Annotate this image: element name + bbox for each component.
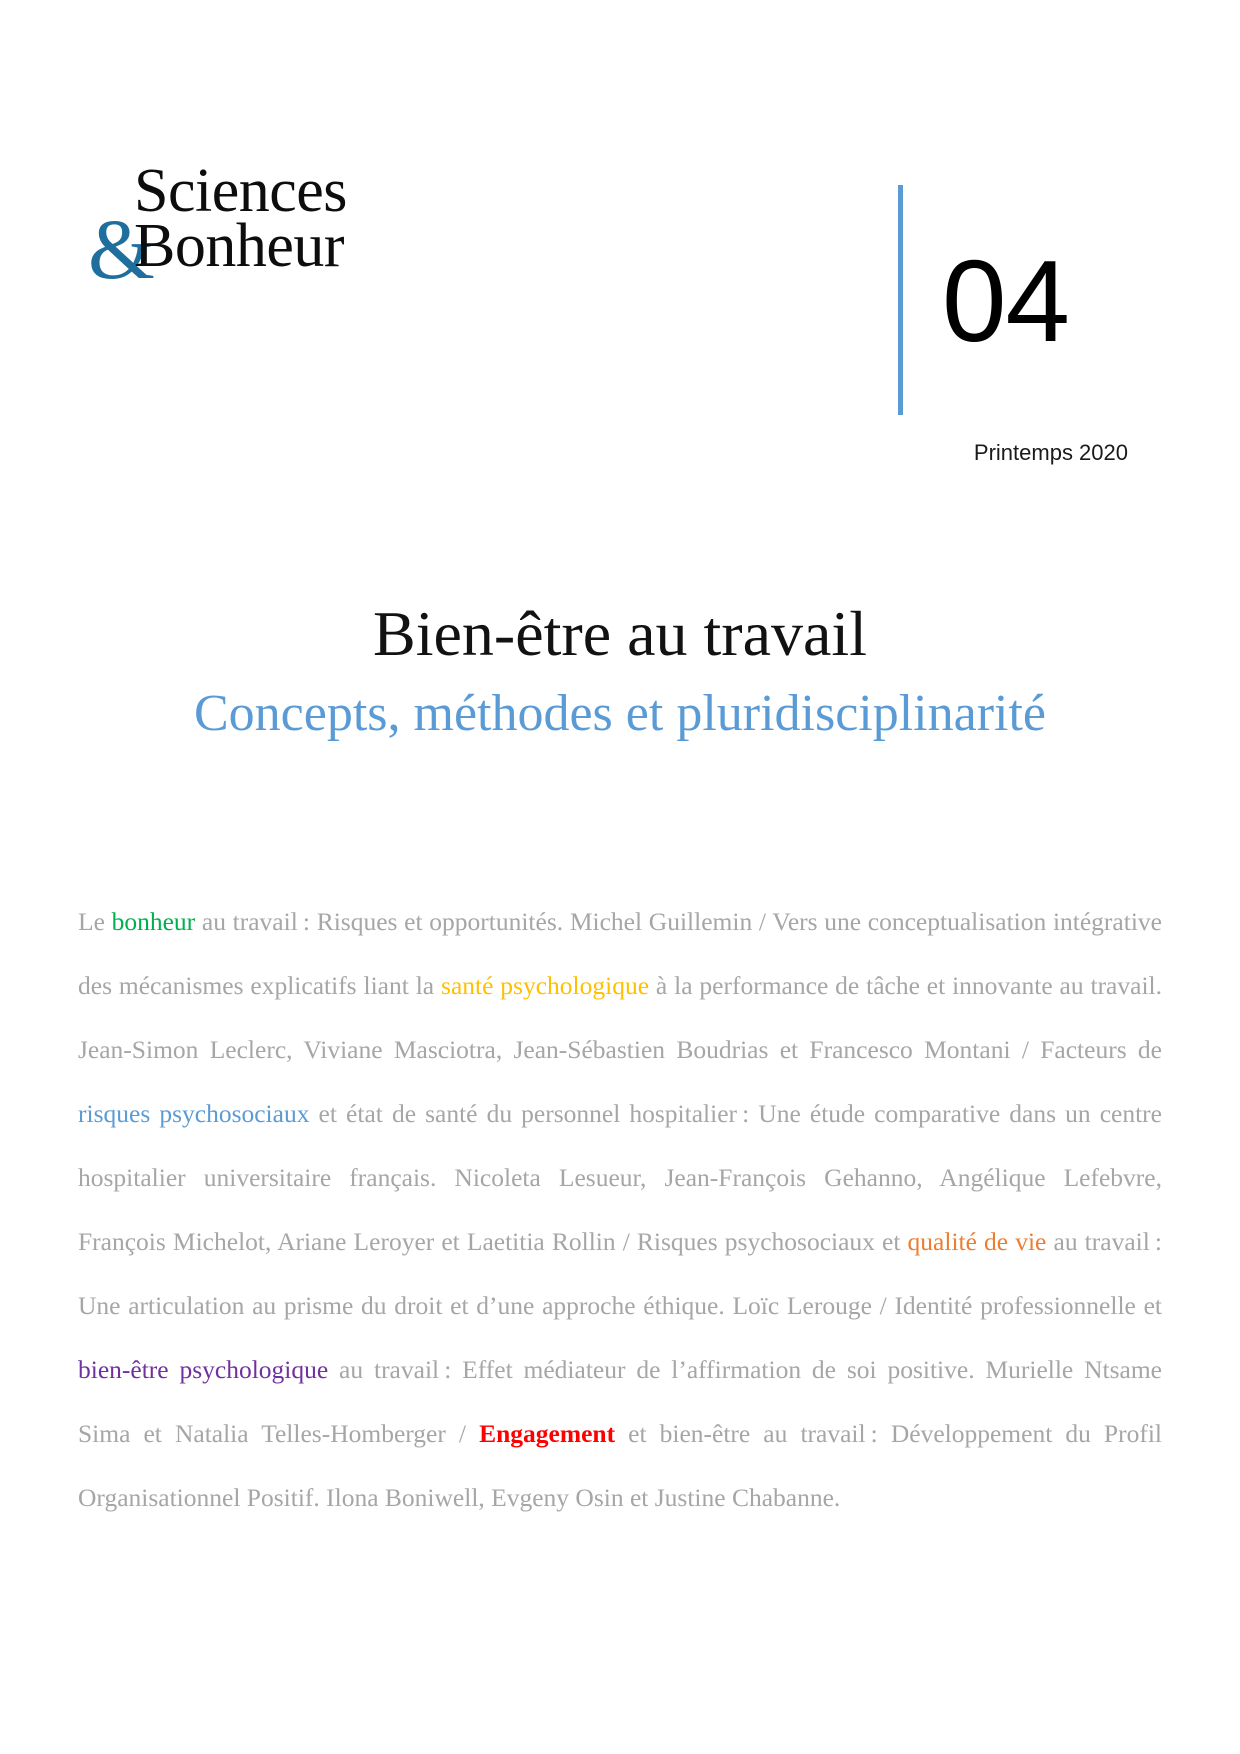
journal-name-line-1: Sciences — [134, 157, 347, 225]
issue-divider-rule — [898, 185, 903, 415]
contents-keyword: Engagement — [479, 1419, 616, 1448]
journal-logo — [88, 157, 488, 300]
contents-text: au travail : Risques et opportunités. Michel Guillemin / Vers une conceptualisation intégrative des mécanismes explicatifs liant la — [78, 907, 1162, 1000]
contents-text: et bien-être au travail : Développement du Profil Organisationnel Positif. Ilona Boniwell, Evgeny Osin et Justine Chabanne. — [78, 1419, 1162, 1512]
issue-block — [898, 185, 1128, 425]
page-subtitle: Concepts, méthodes et pluridisciplinarité — [193, 685, 1047, 743]
contents-keyword: qualité de vie — [907, 1227, 1047, 1256]
contents-summary — [78, 890, 1162, 1530]
contents-text: au travail : Une articulation au prisme du droit et d’une approche éthique. Loïc Lerouge / Identité professionnelle et — [78, 1227, 1162, 1320]
contents-text: et état de santé du personnel hospitalier : Une étude comparative dans un centre hospitalier universitaire français. Nicoleta Lesueur, Jean-François Gehanno, Angélique Lefebvre, François Michelot, Ariane Leroyer et Laetitia Rollin / Risques psychosociaux et — [78, 1099, 1162, 1256]
contents-keyword: santé psychologique — [441, 971, 650, 1000]
contents-keyword: bonheur — [111, 907, 196, 936]
journal-name-line-2: Bonheur — [134, 212, 345, 280]
title-area — [78, 600, 1162, 742]
page-title: Bien-être au travail — [373, 598, 867, 669]
contents-keyword: bien-être psychologique — [78, 1355, 329, 1384]
ampersand-glyph: & — [88, 201, 155, 297]
issue-date: Printemps 2020 — [973, 440, 1128, 465]
issue-number: 04 — [942, 236, 1070, 366]
contents-keyword: risques psychosociaux — [78, 1099, 310, 1128]
journal-masthead — [88, 157, 488, 300]
contents-text: au travail : Effet médiateur de l’affirmation de soi positive. Murielle Ntsame Sima et Natalia Telles-Homberger / — [78, 1355, 1163, 1448]
contents-text: à la performance de tâche et innovante au travail. Jean-Simon Leclerc, Viviane Masciotra, Jean-Sébastien Boudrias et Francesco Montani / Facteurs de — [78, 971, 1162, 1064]
contents-text: Le — [78, 907, 112, 936]
